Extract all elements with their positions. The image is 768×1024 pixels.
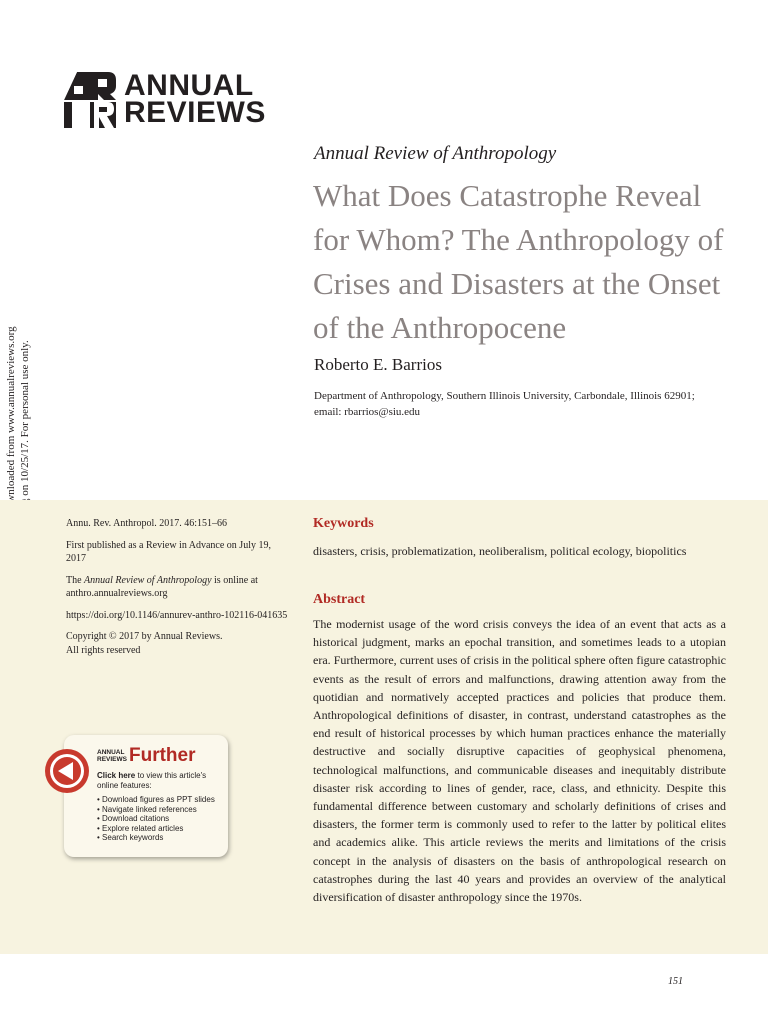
further-feature-item: • Download figures as PPT slides [97,795,227,805]
further-title: Further [128,745,196,766]
journal-name: Annual Review of Anthropology [314,143,557,164]
publisher-name-line2: REVIEWS [124,96,266,129]
online-suffix: is online at anthro.annualreviews.org [66,574,258,599]
further-click-text[interactable] [97,771,227,791]
back-arrow-icon[interactable] [44,748,90,794]
further-feature-item: • Explore related articles [97,824,227,834]
online-prefix: The [66,574,85,586]
further-features-list [97,795,227,843]
publisher-logo [64,69,266,130]
annual-reviews-logo-icon [64,72,116,128]
abstract-body: The modernist usage of the word crisis conveys the idea of an event that acts as a historical judgment, marks an epochal transition, and sometimes leads to a utopian era. Furthermore, current uses of crisis in the political sphere often figure catastrophic events as the result of errors and malfunctions, drawing attention away from the quotidian and normatively accepted practices and policies that produce them. Anthropological definitions of disaster, in contrast, understand catastrophes as the end result of historical processes by which human practices enhance the materially destructive and socially disruptive capacities of geophysical phenomena, technological malfunctions, and communicable diseases and inequitably distribute disaster risk according to lines of gender, race, class, and ethnicity. Despite this fundamental difference between customary and scholarly definitions of crises and disasters, the former term is commonly used to refer to the latter by political elites and academics alike. This article reviews the merits and limitations of the crisis concept in the analysis of disasters on the basis of anthropological research on catastrophes during the last 40 years and provides an overview of the analytical diversification of disaster anthropology since the 1970s. [313,617,726,905]
author-name: Roberto E. Barrios [314,355,442,374]
keywords-list: disasters, crisis, problematization, neoliberalism, political ecology, biopolitics [313,544,687,558]
first-published: First published as a Review in Advance on July 19, 2017 [66,539,271,564]
article-metadata [66,517,288,665]
further-feature-item: • Download citations [97,814,227,824]
keywords-heading: Keywords [313,516,374,531]
publisher-name [124,69,266,129]
citation: Annu. Rev. Anthropol. 2017. 46:151–66 [66,518,228,529]
abstract-heading: Abstract [313,592,366,607]
further-annual-line2: REVIEWS [97,756,127,763]
further-annual-line1: ANNUAL [97,749,125,756]
article-title: What Does Catastrophe Reveal for Whom? The Anthropology of Crises and Disasters at the Onset of the Anthropocene [313,178,724,345]
further-feature-item: • Search keywords [97,833,227,843]
further-feature-item: • Navigate linked references [97,805,227,815]
rights-line: All rights reserved [66,644,141,656]
further-annual-reviews [97,749,127,763]
further-click-rest: to view this article's online features: [97,771,207,790]
email-line: email: rbarrios@siu.edu [314,406,421,418]
further-header [97,745,195,767]
online-availability [66,574,288,601]
click-here-link[interactable]: Click here [97,771,136,780]
doi-link[interactable]: https://doi.org/10.1146/annurev-anthro-102116-041635 [66,609,288,621]
copyright-line: Copyright © 2017 by Annual Reviews. [66,631,223,642]
publisher-name-line1: ANNUAL [124,69,254,102]
copyright [66,630,288,657]
affiliation-line: Department of Anthropology, Southern Illinois University, Carbondale, Illinois 62901; [314,390,695,402]
online-journal: Annual Review of Anthropology [84,574,212,586]
author-affiliation [314,388,754,420]
page-number: 151 [668,976,683,987]
